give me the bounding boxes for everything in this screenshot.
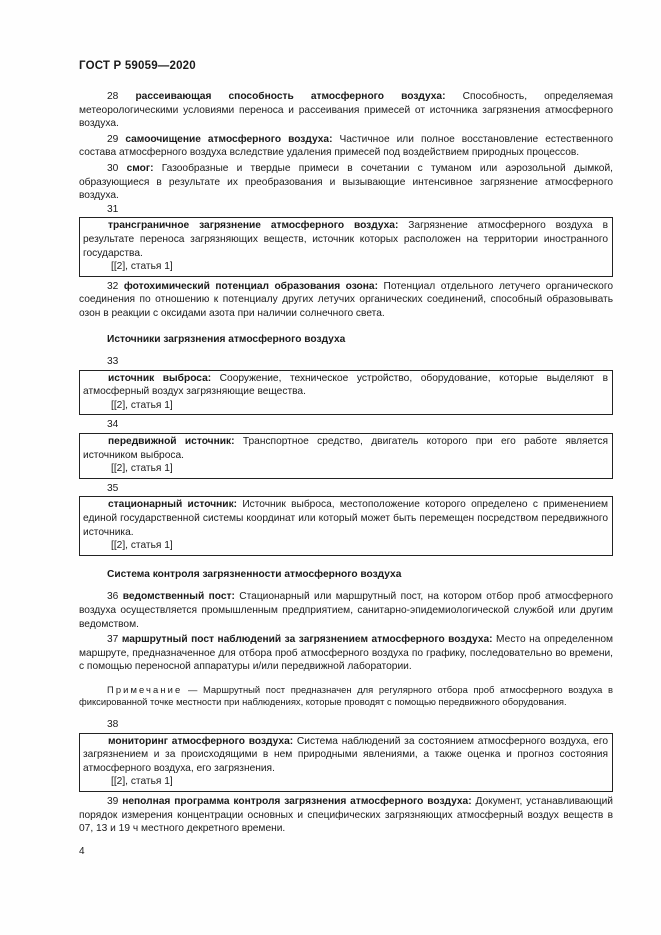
entry-term: мониторинг атмосферного воздуха:: [108, 735, 294, 747]
entry-reference: [[2], статья 1]: [111, 261, 173, 273]
entry-term: источник выброса:: [108, 372, 212, 384]
entry-33-box: [79, 370, 613, 416]
entry-term: самоочищение атмосферного воздуха:: [125, 133, 333, 145]
entry-32: [79, 280, 613, 321]
note-text: Маршрутный пост предназначен для регулярного отбора проб атмосферного воздуха в фиксированной точке местности при наблюдениях, которые проводят с помощью передвижного оборудования.: [79, 683, 613, 708]
entry-term: маршрутный пост наблюдений за загрязнением атмосферного воздуха:: [121, 634, 493, 646]
entry-reference: [[2], статья 1]: [111, 463, 173, 475]
entry-30: [79, 162, 613, 203]
entry-term: неполная программа контроля загрязнения атмосферного воздуха:: [122, 795, 472, 807]
entry-37: [79, 633, 613, 674]
entry-definition: Загрязнение атмосферного воздуха в результате переноса загрязняющих веществ, источник которых расположен на территории иностранного государства.: [83, 220, 608, 259]
entry-definition: Сооружение, техническое устройство, оборудование, которые выделяют в атмосферный воздух загрязняющие вещества.: [83, 372, 608, 398]
entry-28: [79, 90, 613, 131]
entry-number: 34: [107, 419, 119, 431]
entry-number: 28: [107, 91, 119, 102]
note-dash: —: [182, 683, 203, 695]
entry-number: 37: [107, 634, 119, 646]
note-label: Примечание: [107, 683, 183, 695]
section-heading-sources: Источники загрязнения атмосферного воздуха: [107, 333, 346, 345]
entry-term: стационарный источник:: [108, 499, 238, 511]
entry-number: 32: [107, 280, 119, 292]
entry-number: 33: [107, 356, 119, 368]
entry-number: 39: [107, 795, 119, 807]
entry-reference: [[2], статья 1]: [111, 776, 173, 788]
entry-number: 38: [107, 718, 119, 730]
entry-29: [79, 133, 613, 160]
entry-definition: Способность, определяемая метеорологическими условиями переноса и рассеивания примесей от источника загрязнения атмосферного воздуха.: [79, 91, 613, 130]
entry-term: смог:: [126, 162, 154, 174]
entry-definition: Документ, устанавливающий порядок измерения концентрации основных и специфических загрязняющих атмосферный воздух веществ в 07, 13 и 19 ч местного декретного времени.: [79, 795, 613, 835]
standard-designation: ГОСТ Р 59059—2020: [79, 60, 196, 72]
entry-definition: Транспортное средство, двигатель которого при его работе является источником выброса.: [83, 436, 608, 461]
entry-reference: [[2], статья 1]: [111, 399, 173, 411]
entry-term: ведомственный пост:: [122, 591, 235, 603]
entry-definition: Источник выброса, местоположение которого определено с применением единой государственной системы координат или который может быть перемещен посредством передвижного источника.: [83, 499, 609, 538]
entry-38-box: [79, 733, 613, 792]
entry-definition: Потенциал отдельного летучего органического соединения по отношению к потенциалу других летучих органических соединений, способный образовывать озон в реакции с оксидами азота при наличии солнечного света.: [79, 280, 613, 319]
entry-number: 35: [107, 482, 119, 494]
entry-definition: Место на определенном маршруте, предназначенное для отбора проб атмосферного воздуха по графику, последовательно во времени, с помощью переносной аппаратуры и/или передвижной лаборатории.: [79, 634, 613, 673]
entry-31-box: [79, 217, 613, 276]
page-number: 4: [79, 846, 85, 857]
entry-term: фотохимический потенциал образования озона:: [123, 280, 378, 292]
entry-number: 29: [107, 133, 119, 145]
page-content: [79, 90, 613, 836]
note: [79, 684, 613, 709]
entry-number: 30: [107, 162, 119, 174]
entry-number: 36: [107, 591, 119, 603]
entry-term: рассеивающая способность атмосферного воздуха:: [135, 91, 446, 102]
entry-term: передвижной источник:: [108, 436, 235, 448]
entry-39: [79, 795, 613, 836]
entry-35-box: [79, 496, 613, 555]
entry-definition: Стационарный или маршрутный пост, на котором отбор проб атмосферного воздуха осуществляется промышленным предприятием, санитарно-эпидемиологической службой или другим ведомством.: [79, 591, 613, 630]
entry-definition: Система наблюдений за состоянием атмосферного воздуха, его загрязнением и за происходящими в нем природными явлениями, а также оценка и прогноз состояния атмосферного воздуха, его загрязнения.: [83, 735, 608, 774]
entry-definition: Частичное или полное восстановление естественного состава атмосферного воздуха вследствие удаления примесей под воздействием природных процессов.: [79, 133, 613, 159]
entry-34-box: [79, 433, 613, 479]
entry-term: трансграничное загрязнение атмосферного воздуха:: [108, 220, 399, 232]
section-heading-control: Система контроля загрязненности атмосферного воздуха: [107, 568, 402, 580]
entry-definition: Газообразные и твердые примеси в сочетании с туманом или аэрозольной дымкой, образующиеся в результате их преобразования и вызывающие интенсивное загрязнение атмосферного воздуха.: [79, 162, 613, 202]
entry-reference: [[2], статья 1]: [111, 540, 173, 552]
entry-36: [79, 590, 613, 631]
entry-number: 31: [107, 203, 119, 215]
